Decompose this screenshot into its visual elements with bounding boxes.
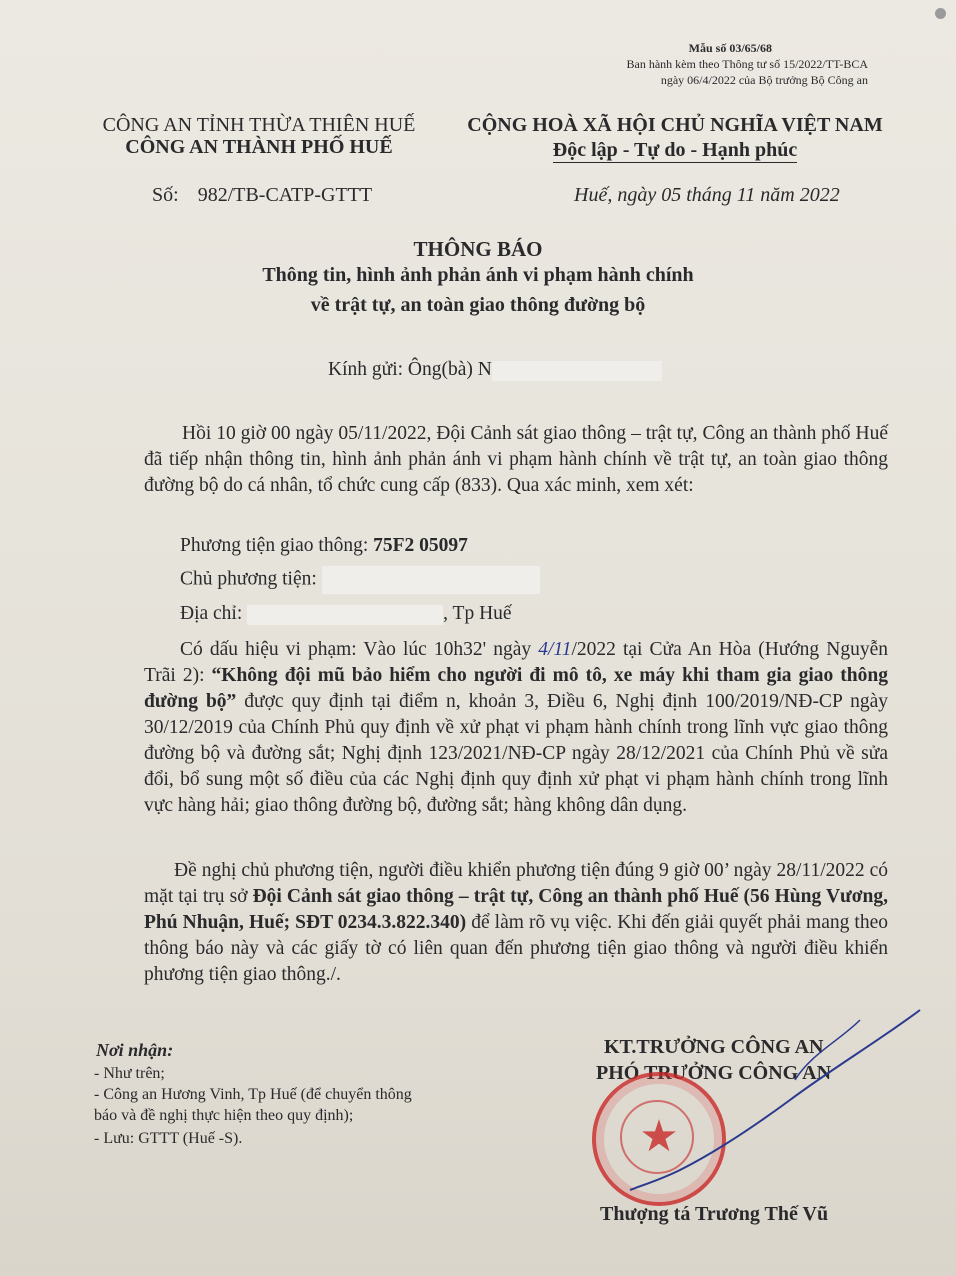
document-number	[152, 184, 372, 207]
redacted-owner	[322, 566, 540, 594]
number-label: Số:	[152, 184, 179, 206]
violation-description: “Không đội mũ bảo hiểm cho người đi mô tô, xe máy khi tham gia giao thông đường bộ”	[144, 665, 888, 712]
request-rest: để làm rõ vụ việc. Khi đến giải quyết phải mang theo thông báo này và các giấy tờ có liên quan đến phương tiện giao thông và người điều khiển phương tiện giao thông./.	[144, 912, 888, 985]
address-label: Địa chỉ:	[180, 603, 248, 624]
recipient-item-2b: báo và đề nghị thực hiện theo quy định);	[94, 1107, 354, 1124]
owner-label: Chủ phương tiện:	[180, 568, 322, 590]
vehicle-line	[180, 533, 468, 559]
redacted-address	[247, 605, 443, 625]
signer-name: Thượng tá Trương Thế Vũ	[600, 1203, 829, 1225]
national-motto: Độc lập - Tự do - Hạnh phúc	[552, 139, 798, 161]
title-line2: về trật tự, an toàn giao thông đường bộ	[310, 294, 646, 316]
vehicle-label: Phương tiện giao thông:	[180, 535, 374, 556]
request-office: Đội Cảnh sát giao thông – trật tự, Công an thành phố Huế (56 Hùng Vương, Phú Nhuận, Huế; SĐT 0234.3.822.340)	[144, 886, 888, 933]
addressee-label: Kính gửi: Ông(bà) N	[328, 359, 492, 380]
title-line1: Thông tin, hình ảnh phản ánh vi phạm hành chính	[262, 264, 694, 286]
form-issued-with: Ban hành kèm theo Thông tư số 15/2022/TT-BCA	[626, 57, 868, 71]
handwritten-signature	[560, 1000, 940, 1200]
place-date: Huế, ngày 05 tháng 11 năm 2022	[574, 184, 840, 206]
corner-mark	[935, 8, 946, 19]
violation-paragraph	[144, 637, 888, 819]
country-name: CỘNG HOÀ XÃ HỘI CHỦ NGHĨA VIỆT NAM	[467, 114, 883, 136]
recipients-heading: Nơi nhận:	[96, 1040, 174, 1060]
request-prefix: Đề nghị chủ phương tiện, người điều khiển phương tiện đúng 9 giờ 00’ ngày 28/11/2022 có mặt tại trụ sở	[144, 860, 888, 907]
recipient-item-3: - Lưu: GTTT (Huế -S).	[94, 1130, 243, 1147]
violation-legal-basis: được quy định tại điểm n, khoản 3, Điều 6, Nghị định 100/2019/NĐ-CP ngày 30/12/2019 của Chính Phủ quy định về xử phạt vi phạm hành chính trong lĩnh vực giao thông đường bộ và đường sắt; Nghị định 123/2021/NĐ-CP ngày 28/12/2021 của Chính Phủ về sửa đổi, bổ sung một số điều của các Nghị định quy định xử phạt vi phạm hành chính trong lĩnh vực hàng hải; giao thông đường bộ, đường sắt; hàng không dân dụng.	[144, 691, 888, 816]
request-paragraph	[144, 858, 888, 988]
signature-line2: PHÓ TRƯỞNG CÔNG AN	[596, 1062, 832, 1084]
violation-location: /2022 tại Cửa An Hòa (Hướng Nguyễn Trãi 2):	[144, 639, 888, 686]
number-value: 982/TB-CATP-GTTT	[197, 184, 373, 206]
recipient-item-1: - Như trên;	[94, 1065, 165, 1082]
address-line	[180, 601, 512, 627]
addressee	[328, 357, 662, 383]
form-number: Mẫu số 03/65/68	[688, 41, 772, 55]
seal-star-icon: ★	[639, 1112, 679, 1161]
agency-parent: CÔNG AN TỈNH THỪA THIÊN HUẾ	[102, 114, 416, 136]
signature-line1: KT.TRƯỞNG CÔNG AN	[604, 1036, 824, 1058]
owner-line	[180, 566, 540, 594]
redacted-name	[492, 361, 662, 381]
violation-prefix: Có dấu hiệu vi phạm: Vào lúc 10h32' ngày	[180, 639, 539, 660]
address-suffix: , Tp Huế	[443, 603, 512, 624]
handwritten-date: 4/11	[538, 639, 572, 660]
recipient-item-2: - Công an Hương Vinh, Tp Huế (để chuyển thông	[94, 1086, 412, 1103]
vehicle-plate: 75F2 05097	[373, 535, 468, 556]
form-issued-date: ngày 06/4/2022 của Bộ trưởng Bộ Công an	[660, 73, 868, 87]
title-main: THÔNG BÁO	[413, 237, 543, 261]
agency-name: CÔNG AN THÀNH PHỐ HUẾ	[125, 136, 393, 158]
intro-paragraph: Hồi 10 giờ 00 ngày 05/11/2022, Đội Cảnh sát giao thông – trật tự, Công an thành phố Huế đã tiếp nhận thông tin, hình ảnh phản ánh vi phạm hành chính về trật tự, an toàn giao thông đường bộ do cá nhân, tổ chức cung cấp (833). Qua xác minh, xem xét:	[144, 423, 888, 496]
